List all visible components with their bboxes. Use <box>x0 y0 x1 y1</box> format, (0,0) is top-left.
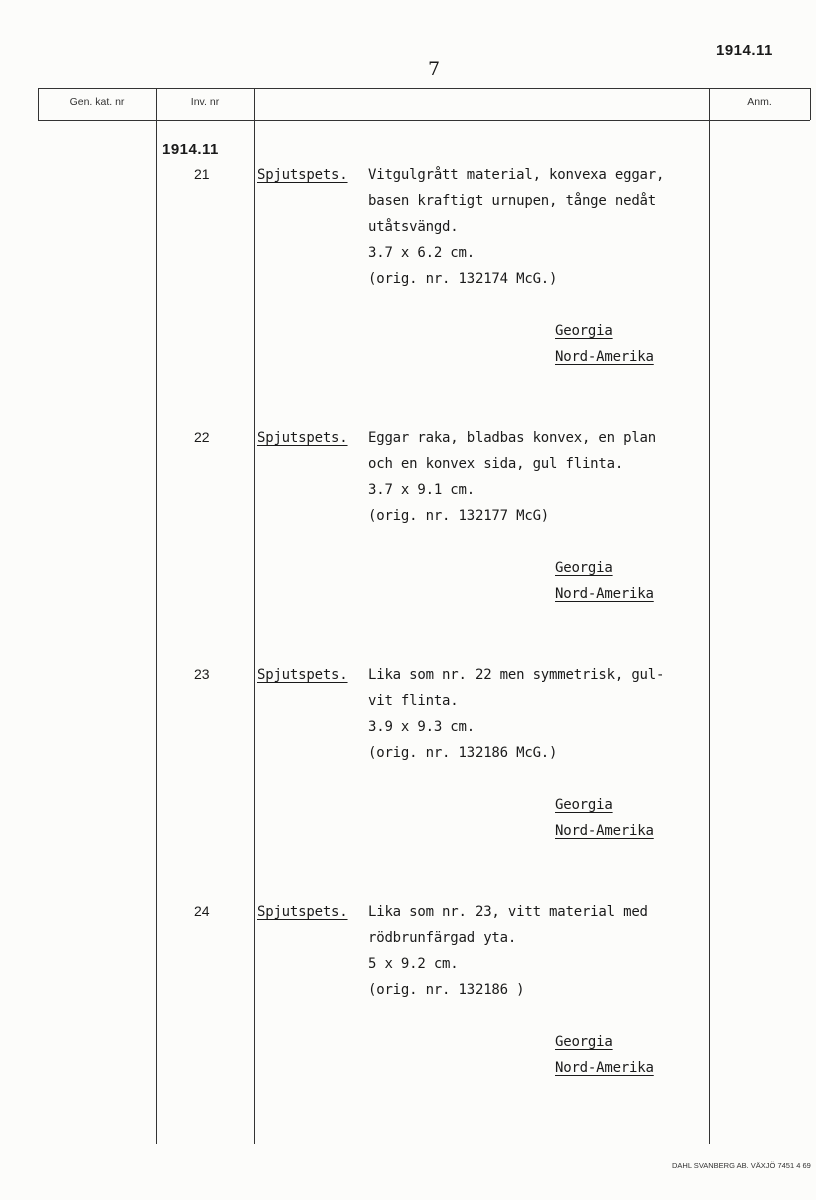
inventory-number: 23 <box>194 666 210 682</box>
measurements: 3.7 x 9.1 cm. <box>368 482 475 498</box>
original-number: (orig. nr. 132186 ) <box>368 982 525 998</box>
header-bottom-rule <box>38 120 810 121</box>
column-header-inv-nr: Inv. nr <box>190 96 220 108</box>
object-type: Spjutspets. <box>257 430 348 446</box>
inventory-number: 24 <box>194 903 210 919</box>
inventory-year: 1914.11 <box>162 141 219 158</box>
page-number: 7 <box>428 58 441 80</box>
description-line: Lika som nr. 23, vitt material med <box>368 904 648 920</box>
description-line: Vitgulgrått material, konvexa eggar, <box>368 167 665 183</box>
description-line: rödbrunfärgad yta. <box>368 930 517 946</box>
column-header-gen-kat-nr: Gen. kat. nr <box>69 96 125 108</box>
printer-imprint: DAHL SVANBERG AB. VÄXJÖ 7451 4 69 <box>672 1161 811 1170</box>
column-header-anm: Anm. <box>747 96 772 108</box>
original-number: (orig. nr. 132186 McG.) <box>368 745 558 761</box>
description-line: basen kraftigt urnupen, tånge nedåt <box>368 193 657 209</box>
description-line: Eggar raka, bladbas konvex, en plan <box>368 430 657 446</box>
region: Nord-Amerika <box>555 586 654 602</box>
table-top-rule <box>38 88 810 89</box>
original-number: (orig. nr. 132174 McG.) <box>368 271 558 287</box>
inventory-number: 22 <box>194 429 210 445</box>
measurements: 3.9 x 9.3 cm. <box>368 719 475 735</box>
column-rule-2 <box>254 88 255 1144</box>
region: Nord-Amerika <box>555 349 654 365</box>
column-rule-3 <box>709 88 710 1144</box>
column-rule-1 <box>156 88 157 1144</box>
place: Georgia <box>555 1034 613 1050</box>
description-line: och en konvex sida, gul flinta. <box>368 456 624 472</box>
region: Nord-Amerika <box>555 1060 654 1076</box>
inventory-number: 21 <box>194 166 210 182</box>
description-line: utåtsvängd. <box>368 219 459 235</box>
original-number: (orig. nr. 132177 McG) <box>368 508 550 524</box>
header-year: 1914.11 <box>716 42 773 59</box>
place: Georgia <box>555 560 613 576</box>
right-rule <box>810 88 811 120</box>
measurements: 3.7 x 6.2 cm. <box>368 245 475 261</box>
object-type: Spjutspets. <box>257 904 348 920</box>
description-line: vit flinta. <box>368 693 459 709</box>
object-type: Spjutspets. <box>257 167 348 183</box>
measurements: 5 x 9.2 cm. <box>368 956 459 972</box>
description-line: Lika som nr. 22 men symmetrisk, gul- <box>368 667 665 683</box>
object-type: Spjutspets. <box>257 667 348 683</box>
region: Nord-Amerika <box>555 823 654 839</box>
place: Georgia <box>555 323 613 339</box>
place: Georgia <box>555 797 613 813</box>
